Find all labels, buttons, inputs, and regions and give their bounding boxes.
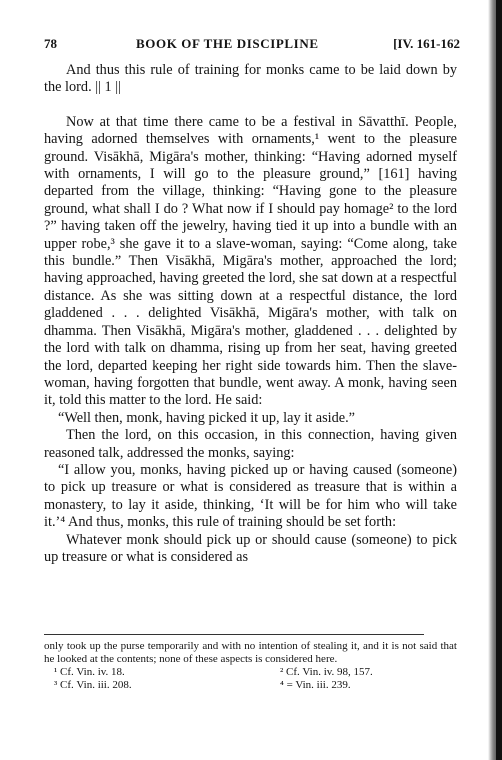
footnote-3: ³ Cf. Vin. iii. 208.	[54, 679, 132, 691]
paragraph-3: “Well then, monk, having picked it up, lay it aside.”	[58, 409, 356, 426]
main-text	[44, 62, 457, 566]
running-title: BOOK OF THE DISCIPLINE	[136, 36, 319, 51]
footnote-row-1	[44, 666, 457, 679]
footnotes	[44, 640, 457, 692]
paragraph-5: “I allow you, monks, having picked up or having caused (someone) to pick up treasure or what is considered as treasure that is within a monastery, to lay it aside, thinking, ‘It will be for him who will take it.’⁴ And thus, monks, this rule of training should be set forth:	[44, 461, 457, 531]
page-header	[44, 36, 460, 54]
footnote-1: ¹ Cf. Vin. iv. 18.	[54, 666, 125, 678]
footnote-row-2	[44, 679, 457, 692]
footnote-continuation: only took up the purse temporarily and with no intention of stealing it, and it is not said that he looked at the contents; none of these aspects is considered here.	[44, 640, 457, 665]
paragraph-1: And thus this rule of training for monks came to be laid down by the lord. || 1 ||	[44, 62, 457, 96]
paragraph-4: Then the lord, on this occasion, in this connection, having given reasoned talk, addressed the monks, saying:	[44, 427, 457, 461]
footnote-4: ⁴ = Vin. iii. 239.	[280, 679, 351, 691]
footnote-rule	[44, 634, 424, 635]
paragraph-2: Now at that time there came to be a festival in Sāvatthī. People, having adorned themselves with ornaments,¹ went to the pleasure ground. Visākhā, Migāra's mother, thinking: “Having adorned myself with ornaments, I will go to the pleasure ground,” [161] having departed from the village, thinking: “Having gone to the pleasure ground, what shall I do ? What now if I should pay homage² to the lord ?” having taken off the jewelry, having tied it up into a bundle with an upper robe,³ she gave it to a slave-woman, saying: “Come along, take this bundle.” Then Visākhā, Migāra's mother, approached the lord; having approached, having greeted the lord, she sat down at a respectful distance. As she was sitting down at a respectful distance, the lord gladdened . . . delighted Visākhā, Migāra's mother, with talk on dhamma. Then Visākhā, Migāra's mother, gladdened . . . delighted by the lord with talk on dhamma, rising up from her seat, having greeted the lord, departed keeping her right side towards him. Then the slave-woman, having forgotten that bundle, went away. A monk, having seen it, told this matter to the lord. He said:	[44, 113, 457, 409]
footnote-2: ² Cf. Vin. iv. 98, 157.	[280, 666, 373, 678]
paragraph-6: Whatever monk should pick up or should cause (someone) to pick up treasure or what is considered as	[44, 531, 457, 565]
page-number: 78	[44, 36, 57, 51]
book-spine-edge	[496, 0, 502, 760]
section-reference: [IV. 161-162	[393, 36, 460, 51]
